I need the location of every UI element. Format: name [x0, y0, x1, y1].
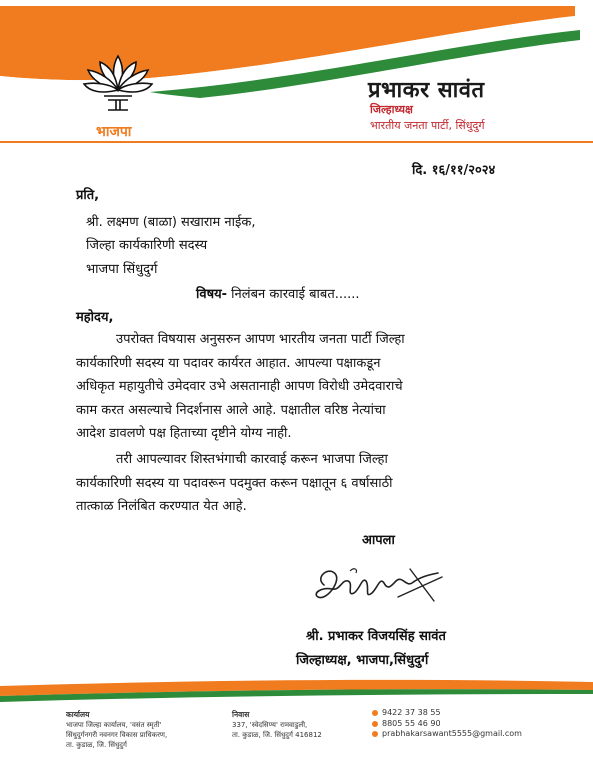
residence-heading: निवास: [232, 710, 250, 719]
phone-icon: [372, 710, 378, 716]
salutation: महोदय,: [76, 310, 114, 325]
email: prabhakarsawant5555@gmail.com: [382, 729, 522, 738]
closing: आपला: [362, 533, 395, 548]
phone-icon: [372, 721, 378, 727]
residence-line: ता. कुडाळ, जि. सिंधुदुर्ग 416812: [232, 731, 322, 739]
recipient-post: जिल्हा कार्यकारिणी सदस्य: [86, 238, 208, 253]
party-short-name: भाजपा: [96, 124, 132, 140]
letter-date: दि. १६/११/२०२४: [412, 163, 496, 178]
footer-swoosh: [0, 676, 593, 705]
paragraph-line: तात्काळ निलंबित करण्यात येत आहे.: [76, 499, 247, 514]
to-label: प्रति,: [76, 188, 100, 203]
leader-title: जिल्हाध्यक्ष: [370, 103, 413, 116]
office-heading: कार्यालय: [66, 710, 90, 719]
paragraph-line: तरी आपल्यावर शिस्तभंगाची कारवाई करून भाजपा जिल्हा: [116, 452, 388, 467]
office-line: सिंधुदुर्गनगरी नवनगर विकास प्राधिकरण,: [66, 731, 168, 739]
paragraph-line: कार्यकारिणी सदस्य या पदावर कार्यरत आहात. आपल्या पक्षाकडून: [76, 355, 381, 371]
paragraph-line: आदेश डावलणे पक्ष हिताच्या दृष्टीने योग्य नाही.: [76, 426, 292, 441]
leader-name: प्रभाकर सावंत: [368, 78, 485, 103]
footer-office: [66, 710, 167, 750]
subject-text: निलंबन कारवाई बाबत......: [227, 287, 360, 302]
recipient-org: भाजपा सिंधुदुर्ग: [86, 262, 158, 277]
paragraph-line: कार्यकारिणी सदस्य या पदावरून पदमुक्त करून पक्षातून ६ वर्षासाठी: [76, 475, 393, 491]
lotus-logo-icon: [78, 50, 158, 122]
handwritten-signature: [310, 557, 450, 615]
paragraph-line: काम करत असल्याचे निदर्शनास आले आहे. पक्षातील वरिष्ठ नेत्यांचा: [76, 402, 386, 418]
subject-label: विषय-: [196, 287, 228, 302]
recipient-name: श्री. लक्ष्मण (बाळा) सखाराम नाईक,: [86, 215, 256, 230]
phone-2: 8805 55 46 90: [382, 718, 441, 728]
paragraph-line: अधिकृत महायुतीचे उमेदवार उभे असतानाही आपण विरोधी उमेदवाराचे: [76, 379, 403, 394]
residence-line: 337, 'स्वेदसिण्य' रामवाडुली,: [232, 721, 308, 729]
subject-line: [196, 284, 360, 302]
signatory-name: श्री. प्रभाकर विजयसिंह सावंत: [306, 629, 446, 644]
footer-residence: [232, 710, 322, 740]
office-line: भाजपा जिल्हा कार्यालय, 'वसंत स्मृती': [66, 721, 162, 729]
office-line: ता. कुडाळ, जि. सिंधुदुर्ग: [66, 741, 127, 749]
signatory-post: जिल्हाध्यक्ष, भाजपा,सिंधुदुर्ग: [296, 653, 429, 668]
footer-contact: [372, 708, 522, 740]
paragraph-2: [76, 448, 536, 519]
leader-party: भारतीय जनता पार्टी, सिंधुदुर्ग: [370, 119, 485, 132]
phone-1: 9422 37 38 55: [382, 708, 441, 717]
email-icon: [372, 731, 378, 737]
paragraph-1: [76, 328, 536, 446]
paragraph-line: उपरोक्त विषयास अनुसरुन आपण भारतीय जनता पार्टी जिल्हा: [116, 332, 405, 347]
